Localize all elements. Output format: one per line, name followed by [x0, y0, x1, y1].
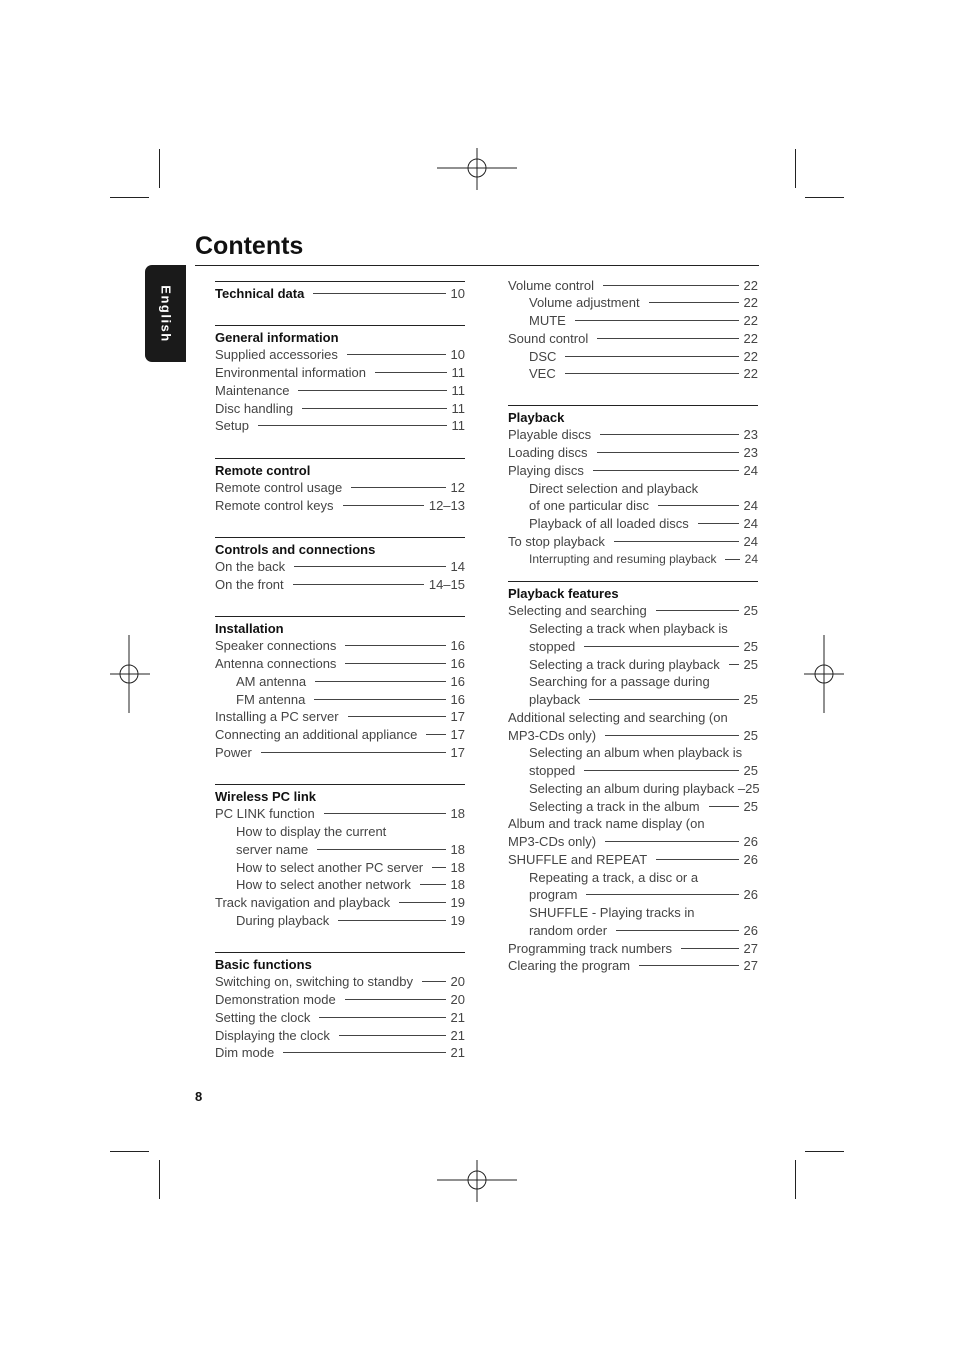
toc-page-number: 16 [450, 691, 465, 707]
toc-entry[interactable] [215, 381, 465, 399]
toc-page-number: 10 [450, 347, 465, 363]
leader-line [294, 566, 445, 567]
toc-page-number: 16 [450, 656, 465, 671]
toc-page-number: 20 [450, 974, 465, 990]
toc-entry-label: Environmental information [215, 365, 367, 380]
leader-line [575, 320, 739, 321]
toc-entry[interactable] [215, 637, 465, 655]
toc-page-number: 23 [743, 445, 758, 460]
leader-line [426, 734, 445, 735]
toc-page-number: 25 [743, 798, 758, 814]
toc-section-heading[interactable] [508, 408, 758, 426]
leader-line [639, 965, 738, 966]
toc-entry-label: Maintenance [215, 382, 290, 398]
toc-entry[interactable] [215, 576, 465, 594]
title-divider [195, 265, 759, 266]
leader-line [345, 999, 446, 1000]
leader-line [593, 470, 739, 471]
toc-page-number: 12 [450, 480, 465, 496]
registration-mark-icon [110, 635, 150, 713]
crop-mark [110, 197, 149, 198]
toc-section-heading-label: Remote control [215, 462, 311, 478]
toc-entry[interactable] [215, 417, 465, 435]
toc-section-heading[interactable] [215, 787, 465, 805]
toc-page-number: 24 [743, 498, 758, 514]
toc-entry[interactable] [215, 858, 465, 876]
toc-entry[interactable] [508, 708, 758, 726]
toc-page-number: 25 [743, 656, 758, 672]
toc-page-number: 26 [743, 834, 758, 849]
toc-entry[interactable] [215, 743, 465, 761]
toc-entry[interactable] [215, 690, 465, 708]
toc-entry[interactable] [508, 850, 758, 868]
page-number: 8 [195, 1089, 203, 1104]
toc-entry[interactable] [508, 426, 758, 444]
toc-entry-label: Additional selecting and searching (on [508, 709, 728, 725]
toc-entry-label: Remote control keys [215, 498, 334, 513]
leader-line [258, 425, 447, 426]
toc-entry-label: of one particular disc [529, 498, 649, 514]
leader-line [317, 849, 445, 850]
toc-entry-label: Antenna connections [215, 656, 337, 671]
toc-entry-label: Programming track numbers [508, 940, 672, 956]
toc-entry[interactable] [215, 840, 465, 858]
leader-line [605, 841, 738, 842]
toc-entry[interactable] [508, 673, 758, 691]
toc-entry-label: Switching on, switching to standby [215, 974, 413, 990]
leader-line [298, 390, 446, 391]
leader-line [603, 285, 739, 286]
toc-section-heading-label: Technical data [215, 285, 305, 301]
toc-entry-label: How to display the current [236, 824, 387, 839]
toc-page-number: 18 [450, 877, 465, 893]
toc-entry-label: PC LINK function [215, 806, 315, 822]
toc-entry-label: Album and track name display (on [508, 816, 705, 832]
toc-entry[interactable] [508, 637, 758, 655]
toc-page-number: 25 [743, 692, 758, 707]
toc-page-number: 11 [451, 400, 465, 416]
toc-section-heading-label: Basic functions [215, 956, 312, 972]
leader-line [614, 541, 739, 542]
toc-page-number: 17 [450, 744, 465, 760]
toc-entry[interactable] [508, 691, 758, 709]
toc-entry-label: Dim mode [215, 1045, 275, 1061]
leader-line [338, 920, 445, 921]
toc-entry-label: Volume adjustment [529, 295, 640, 311]
leader-line [605, 735, 738, 736]
leader-line [589, 699, 738, 700]
toc-entry-label: Displaying the clock [215, 1027, 330, 1043]
toc-entry-label: Interrupting and resuming playback [529, 552, 717, 566]
toc-page-number: 26 [743, 851, 758, 867]
toc-entry[interactable] [215, 399, 465, 417]
leader-line [283, 1052, 445, 1053]
toc-page-number: 25 [743, 763, 758, 778]
toc-entry-label: Connecting an additional appliance [215, 727, 418, 742]
language-tab-label: English [158, 284, 173, 343]
toc-entry-label: Setting the clock [215, 1009, 311, 1025]
crop-mark [795, 1160, 796, 1199]
toc-entry-label: MP3-CDs only) [508, 834, 597, 849]
toc-entry-label: Playback of all loaded discs [529, 516, 689, 531]
toc-entry[interactable] [215, 973, 465, 991]
toc-entry[interactable] [508, 833, 758, 851]
crop-mark [795, 149, 796, 188]
toc-entry-label: How to select another network [236, 877, 411, 893]
toc-entry-label: Playable discs [508, 427, 592, 443]
leader-line [729, 664, 739, 665]
toc-page-number: 25 [743, 603, 758, 619]
toc-entry[interactable] [215, 364, 465, 382]
toc-entry[interactable] [508, 515, 758, 533]
leader-line [422, 981, 446, 982]
leader-line [565, 356, 738, 357]
toc-entry[interactable] [508, 550, 758, 568]
toc-page-number: 22 [743, 295, 758, 311]
toc-entry[interactable] [508, 294, 758, 312]
toc-entry-label: random order [529, 922, 608, 938]
toc-page-number: 26 [743, 887, 758, 903]
toc-page-number: 21 [450, 1027, 465, 1043]
toc-entry[interactable] [215, 823, 465, 841]
toc-entry-label: program [529, 887, 578, 903]
toc-entry-label: Selecting a track in the album [529, 798, 700, 814]
toc-entry[interactable] [508, 312, 758, 330]
leader-line [709, 806, 739, 807]
registration-mark-icon [437, 1160, 517, 1202]
toc-entry-label: MUTE [529, 313, 566, 328]
toc-section-heading-label: General information [215, 329, 339, 345]
toc-page-number: 16 [450, 638, 465, 654]
toc-entry[interactable] [508, 497, 758, 515]
toc-entry[interactable] [215, 894, 465, 912]
toc-entry-label: During playback [236, 912, 330, 928]
toc-page-number: 12–13 [428, 498, 465, 513]
toc-entry-label: Clearing the program [508, 958, 631, 974]
toc-page-number: 22 [743, 330, 758, 346]
toc-page-number: 18 [450, 806, 465, 822]
toc-entry-label: Sound control [508, 330, 589, 346]
toc-entry[interactable] [215, 805, 465, 823]
leader-line [656, 610, 739, 611]
leader-line [649, 302, 739, 303]
leader-line [324, 813, 446, 814]
toc-entry-label: Repeating a track, a disc or a [529, 869, 699, 885]
toc-page-number: 21 [450, 1009, 465, 1025]
toc-page-number: 26 [743, 922, 758, 938]
toc-section-heading[interactable] [215, 955, 465, 973]
leader-line [315, 681, 445, 682]
toc-entry-label: SHUFFLE - Playing tracks in [529, 905, 695, 920]
toc-entry-label: Selecting a track during playback [529, 656, 720, 672]
crop-mark [805, 197, 844, 198]
toc-page-number: 23 [743, 427, 758, 443]
toc-entry[interactable] [508, 957, 758, 975]
toc-page-number: 22 [743, 348, 758, 364]
toc-section-heading-label: Playback features [508, 585, 619, 601]
toc-entry[interactable] [508, 479, 758, 497]
toc-entry-label: AM antenna [236, 673, 307, 689]
toc-entry-label: To stop playback [508, 533, 605, 549]
toc-page-number: 19 [450, 912, 465, 928]
leader-line [313, 293, 445, 294]
leader-line [399, 902, 445, 903]
toc-entry-label: Power [215, 744, 252, 760]
toc-page-number: 24 [744, 552, 758, 566]
toc-entry-label: Volume control [508, 277, 594, 293]
leader-line [432, 867, 445, 868]
leader-line [339, 1035, 446, 1036]
leader-line [698, 523, 739, 524]
toc-entry[interactable] [508, 532, 758, 550]
toc-entry-label: stopped [529, 638, 576, 654]
toc-entry[interactable] [215, 708, 465, 726]
toc-entry[interactable] [215, 1026, 465, 1044]
toc-entry[interactable] [215, 479, 465, 497]
leader-line [597, 338, 738, 339]
toc-entry[interactable] [508, 762, 758, 780]
toc-entry-label: Searching for a passage during [529, 674, 710, 690]
toc-entry-label: MP3-CDs only) [508, 727, 597, 743]
toc-entry[interactable] [215, 672, 465, 690]
leader-line [584, 770, 738, 771]
toc-page-number: 10 [450, 285, 465, 301]
leader-line [293, 584, 424, 585]
toc-entry-label: Supplied accessories [215, 347, 338, 363]
toc-entry[interactable] [508, 347, 758, 365]
toc-entry[interactable] [215, 991, 465, 1009]
toc-entry-label: Selecting and searching [508, 603, 647, 619]
toc-section-heading[interactable] [215, 540, 465, 558]
toc-entry[interactable] [508, 726, 758, 744]
leader-line [302, 408, 446, 409]
leader-line [319, 1017, 445, 1018]
toc-entry[interactable] [508, 444, 758, 462]
toc-entry[interactable] [508, 921, 758, 939]
toc-entry[interactable] [508, 365, 758, 383]
toc-entry-label: Selecting an album when playback is [529, 745, 743, 761]
registration-mark-icon [804, 635, 844, 713]
toc-entry-label: Remote control usage [215, 480, 343, 496]
leader-line [600, 434, 738, 435]
toc-entry-label: SHUFFLE and REPEAT [508, 851, 648, 867]
toc-entry[interactable] [508, 904, 758, 922]
toc-page-number: 16 [450, 673, 465, 689]
toc-entry-label: server name [236, 841, 309, 857]
toc-page-number: 22 [743, 313, 758, 328]
toc-page-number: 25 [743, 727, 758, 743]
leader-line [597, 452, 739, 453]
toc-page-number: 17 [450, 709, 465, 725]
toc-entry[interactable] [508, 620, 758, 638]
leader-line [314, 699, 445, 700]
toc-entry[interactable] [215, 346, 465, 364]
toc-entry-label: Selecting an album during playback – [529, 780, 746, 796]
toc-page-number: 27 [743, 958, 758, 974]
toc-entry[interactable] [508, 815, 758, 833]
toc-entry-label: Speaker connections [215, 638, 337, 654]
leader-line [616, 930, 738, 931]
toc-page-number: 11 [451, 382, 465, 398]
leader-line [586, 894, 738, 895]
toc-entry-label: Installing a PC server [215, 709, 339, 725]
toc-entry-label: Loading discs [508, 445, 588, 460]
toc-entry-label: Demonstration mode [215, 992, 336, 1007]
toc-entry[interactable] [508, 868, 758, 886]
toc-section-heading-label: Playback [508, 409, 565, 425]
toc-section-heading-label: Wireless PC link [215, 788, 317, 804]
leader-line [343, 505, 424, 506]
toc-entry-label: stopped [529, 763, 576, 778]
toc-entry[interactable] [215, 497, 465, 515]
toc-section-heading[interactable] [215, 619, 465, 637]
toc-entry[interactable] [215, 558, 465, 576]
registration-mark-icon [437, 148, 517, 190]
toc-page-number: 21 [450, 1045, 465, 1061]
toc-entry[interactable] [215, 1008, 465, 1026]
toc-entry[interactable] [508, 779, 758, 797]
toc-page-number: 24 [743, 462, 758, 478]
toc-entry-label: DSC [529, 348, 557, 364]
leader-line [681, 948, 739, 949]
leader-line [565, 373, 739, 374]
toc-entry-label: On the front [215, 577, 284, 592]
toc-section-heading[interactable] [508, 584, 758, 602]
toc-page-number: 27 [743, 940, 758, 956]
toc-entry-label: Setup [215, 418, 249, 434]
toc-page-number: 14–15 [428, 577, 465, 592]
toc-page-number: 22 [743, 366, 758, 382]
leader-line [656, 859, 738, 860]
toc-page-number: 18 [450, 859, 465, 875]
toc-entry[interactable] [508, 939, 758, 957]
toc-section-heading-label: Controls and connections [215, 541, 376, 557]
toc-entry[interactable] [508, 276, 758, 294]
leader-line [658, 505, 739, 506]
crop-mark [159, 149, 160, 188]
toc-section-heading[interactable] [215, 461, 465, 479]
toc-entry[interactable] [508, 461, 758, 479]
toc-entry[interactable] [215, 655, 465, 673]
crop-mark [805, 1151, 844, 1152]
toc-page-number: 25 [745, 780, 760, 796]
toc-entry-label: Track navigation and playback [215, 895, 391, 910]
toc-section-heading[interactable] [215, 284, 465, 302]
leader-line [347, 354, 446, 355]
toc-entry-label: On the back [215, 559, 286, 575]
toc-entry-label: VEC [529, 366, 556, 382]
toc-page-number: 18 [450, 841, 465, 857]
toc-entry-label: Direct selection and playback [529, 480, 699, 496]
leader-line [345, 663, 445, 664]
toc-entry[interactable] [215, 1044, 465, 1062]
leader-line [725, 559, 739, 560]
toc-page-number: 14 [450, 559, 465, 575]
toc-entry-label: Disc handling [215, 400, 294, 416]
toc-page-number: 11 [451, 418, 465, 434]
toc-page-number: 25 [743, 638, 758, 654]
toc-page-number: 19 [450, 895, 465, 910]
toc-entry[interactable] [508, 744, 758, 762]
leader-line [584, 646, 738, 647]
toc-entry-label: How to select another PC server [236, 859, 424, 875]
toc-entry[interactable] [215, 876, 465, 894]
toc-page-number: 17 [450, 727, 465, 742]
toc-section-heading-label: Installation [215, 620, 284, 636]
crop-mark [110, 1151, 149, 1152]
toc-entry[interactable] [508, 886, 758, 904]
toc-entry-label: FM antenna [236, 691, 306, 707]
toc-entry[interactable] [508, 797, 758, 815]
toc-entry-label: playback [529, 692, 581, 707]
toc-page-number: 24 [743, 533, 758, 549]
toc-page-number: 20 [450, 992, 465, 1007]
toc-entry-label: Selecting a track when playback is [529, 621, 728, 636]
leader-line [261, 752, 446, 753]
leader-line [420, 884, 446, 885]
toc-page-number: 22 [743, 277, 758, 293]
toc-entry[interactable] [508, 655, 758, 673]
leader-line [351, 487, 445, 488]
toc-section-heading[interactable] [215, 328, 465, 346]
toc-entry-label: Playing discs [508, 462, 584, 478]
crop-mark [159, 1160, 160, 1199]
leader-line [345, 645, 445, 646]
toc-entry[interactable] [508, 329, 758, 347]
leader-line [348, 716, 446, 717]
language-tab [145, 265, 186, 362]
toc-page-number: 11 [451, 365, 465, 380]
toc-entry[interactable] [508, 602, 758, 620]
toc-page-number: 24 [743, 516, 758, 531]
toc-entry[interactable] [215, 911, 465, 929]
leader-line [375, 372, 446, 373]
toc-entry[interactable] [215, 726, 465, 744]
page-title: Contents [195, 232, 304, 260]
